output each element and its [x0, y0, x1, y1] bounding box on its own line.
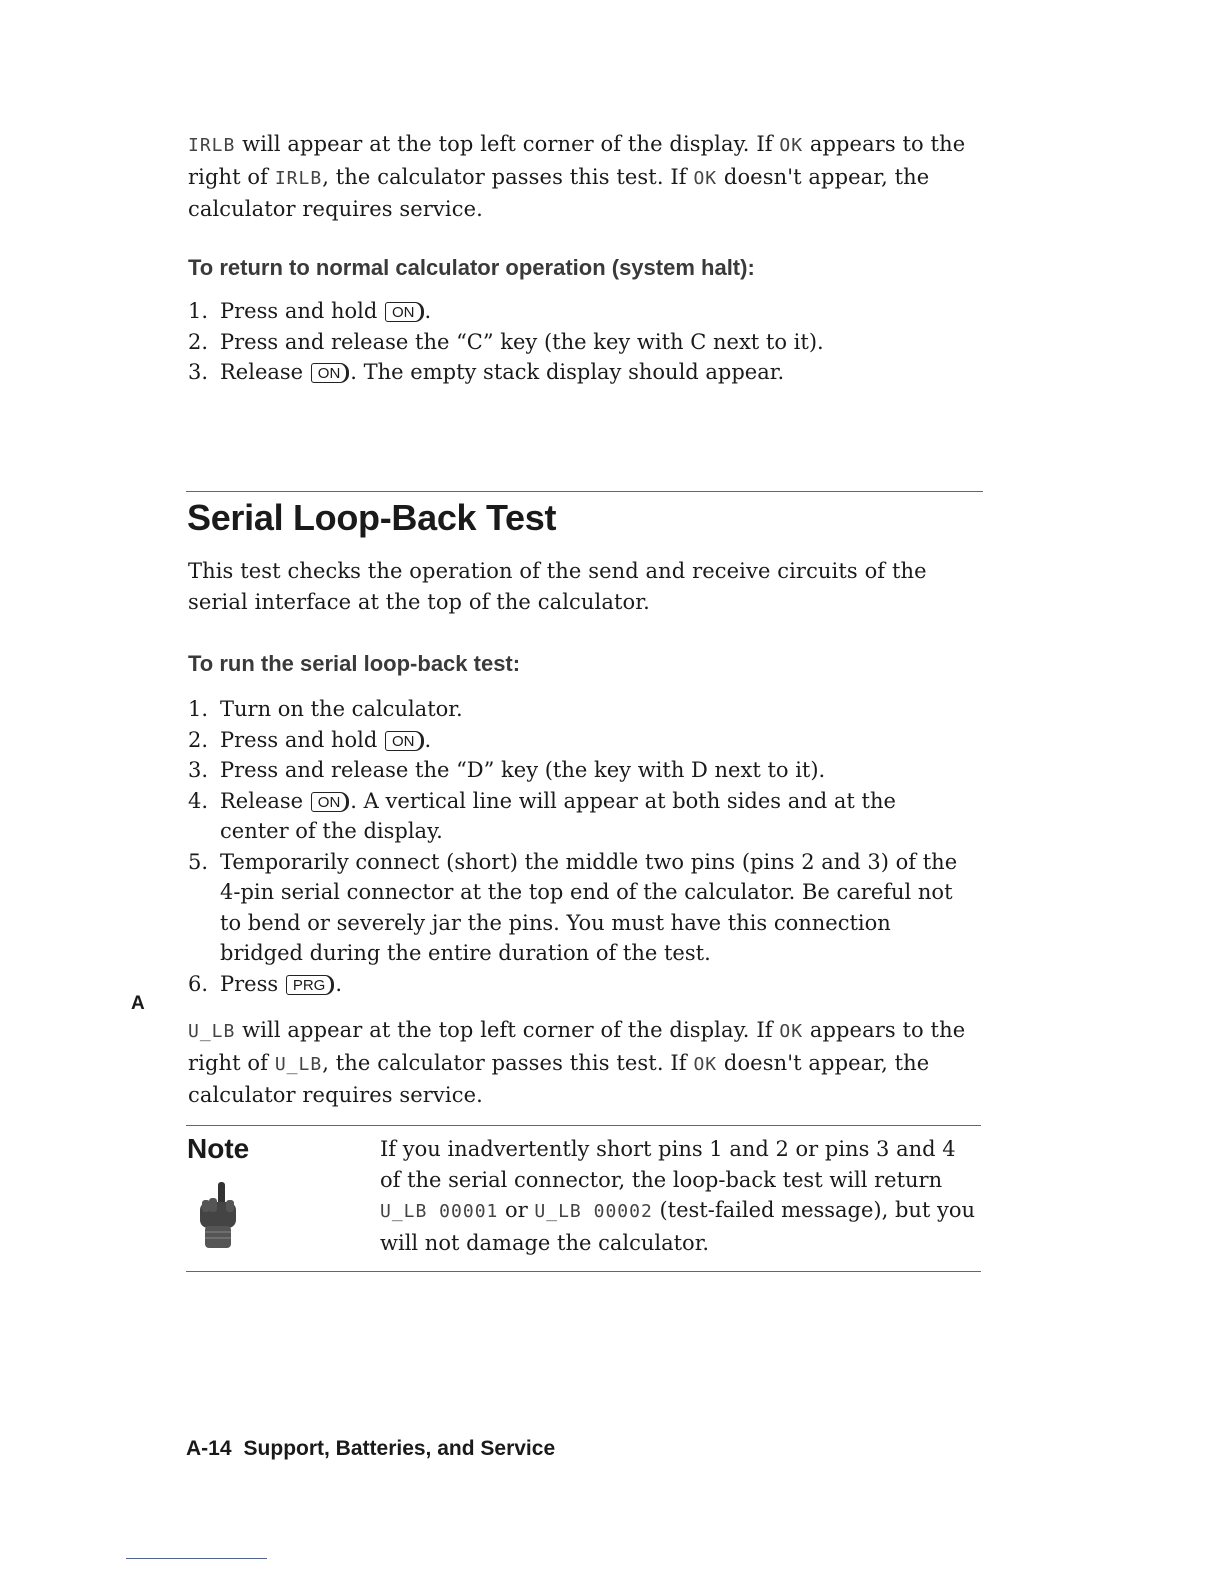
section-title: Serial Loop-Back Test	[187, 497, 557, 538]
note-text	[380, 1134, 980, 1258]
page-footer	[186, 1437, 555, 1461]
note-label: Note	[187, 1133, 250, 1164]
text: .	[335, 971, 343, 996]
step-number: 1.	[188, 299, 209, 323]
text: Press and hold	[220, 299, 384, 323]
lcd-text: OK	[779, 1021, 804, 1042]
page-number: A-14	[186, 1437, 232, 1460]
step-text: Turn on the calculator.	[220, 697, 463, 721]
list-item	[188, 755, 968, 786]
ulb-result-paragraph	[188, 1015, 968, 1111]
step-text: Press and release the “C” key (the key with C next to it).	[220, 329, 824, 354]
lcd-text: U_LB 00001	[380, 1201, 499, 1222]
system-halt-heading: To return to normal calculator operation (system halt):	[188, 255, 755, 280]
step-text: Temporarily connect (short) the middle two pins (pins 2 and 3) of the 4-pin serial connector at the top end of the calculator. Be careful not to bend or severely jar the pins. You must have this connection bridged during the entire duration of the test.	[220, 849, 958, 965]
lcd-text: OK	[779, 135, 804, 156]
text: Press and hold	[220, 727, 384, 752]
note-top-rule	[186, 1125, 981, 1126]
step-number: 2.	[188, 727, 209, 752]
on-key: ON	[311, 792, 350, 812]
text: , the calculator passes this test. If	[322, 1050, 694, 1075]
run-test-steps	[188, 694, 968, 999]
step-number: 5.	[188, 849, 209, 874]
lcd-text: U_LB	[188, 1021, 236, 1042]
section-divider	[186, 491, 983, 492]
list-item	[188, 694, 968, 725]
text: . The empty stack display should appear.	[350, 360, 785, 384]
text: If you inadvertently short pins 1 and 2 or pins 3 and 4 of the serial connector, the loop-back test will return	[380, 1137, 956, 1192]
list-item	[188, 847, 968, 969]
list-item	[188, 327, 968, 358]
margin-line	[126, 1558, 267, 1559]
note-bottom-rule	[186, 1271, 981, 1272]
text: , the calculator passes this test. If	[322, 164, 694, 189]
lcd-text: U_LB	[274, 1053, 323, 1075]
text: will appear at the top left corner of the display. If	[235, 1018, 780, 1042]
irlb-result-paragraph	[188, 129, 968, 225]
step-number: 4.	[188, 788, 209, 813]
chapter-title: Support, Batteries, and Service	[243, 1437, 556, 1460]
text: doesn't appear, the calculator requires service.	[188, 164, 930, 221]
step-text: Press and release the “D” key (the key with D next to it).	[220, 758, 826, 782]
step-number: 2.	[188, 329, 209, 354]
list-item	[188, 296, 968, 327]
text: (test-failed message), but you will not damage the calculator.	[380, 1198, 976, 1255]
text: Press	[220, 971, 285, 996]
lcd-text: IRLB	[274, 167, 323, 189]
text: .	[424, 727, 432, 752]
text: . A vertical line will appear at both sides and at the center of the display.	[220, 788, 896, 843]
text: Release	[220, 788, 310, 813]
lcd-text: OK	[693, 167, 718, 189]
section-intro: This test checks the operation of the send and receive circuits of the serial interface at the top of the calculator.	[188, 559, 927, 614]
lcd-text: IRLB	[188, 135, 236, 156]
text: .	[424, 299, 432, 323]
system-halt-steps	[188, 296, 968, 388]
text: will appear at the top left corner of the display. If	[235, 132, 780, 156]
appendix-tab-letter: A	[131, 993, 145, 1014]
text: doesn't appear, the calculator requires service.	[188, 1050, 930, 1107]
list-item	[188, 357, 968, 388]
lcd-text: OK	[693, 1053, 718, 1075]
text: appears to the right of	[188, 1018, 966, 1075]
text: or	[498, 1198, 535, 1222]
list-item	[188, 786, 968, 847]
lcd-text: U_LB 00002	[534, 1201, 653, 1222]
step-number: 6.	[188, 971, 209, 996]
list-item	[188, 725, 968, 756]
step-number: 3.	[188, 758, 209, 782]
list-item	[188, 969, 968, 1000]
on-key: ON	[385, 302, 424, 322]
text: Release	[220, 360, 310, 384]
on-key: ON	[385, 731, 424, 751]
run-test-heading: To run the serial loop-back test:	[188, 651, 521, 676]
on-key: ON	[311, 363, 350, 383]
step-number: 1.	[188, 697, 209, 721]
text: appears to the right of	[188, 132, 966, 189]
pointing-hand-icon	[196, 1180, 240, 1252]
prg-key: PRG	[286, 975, 335, 995]
step-number: 3.	[188, 360, 209, 384]
